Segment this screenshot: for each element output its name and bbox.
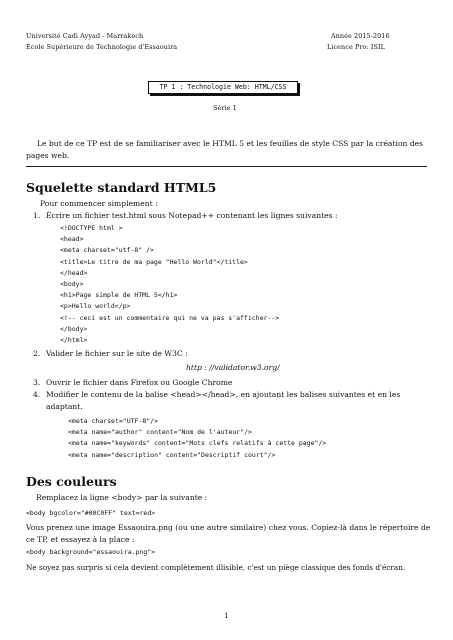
code-line: <p>Hello world</p> [60, 302, 131, 311]
code-line: <head> [60, 235, 84, 244]
tp-title-box: TP 1 : Technologie Web: HTML/CSS [148, 81, 298, 94]
list-number-2: 2. [33, 349, 41, 358]
academic-year: Année 2015-2016 [331, 32, 390, 40]
code-line: <body> [60, 280, 84, 289]
code-block-meta [68, 416, 326, 461]
horizontal-rule [26, 166, 427, 167]
validator-url: http : //validator.w3.org/ [186, 363, 280, 372]
university-name: Université Cadi Ayyad - Marrakech [26, 32, 144, 40]
section-heading-html5: Squelette standard HTML5 [26, 180, 217, 195]
section-heading-colors: Des couleurs [26, 474, 117, 489]
code-line: <meta name="description" content="Descriptif court"/> [68, 450, 276, 459]
code-block-html5 [60, 223, 279, 346]
code-body-background: <body background="essaouira.png"> [26, 548, 156, 556]
list-item-2: Valider le fichier sur le site de W3C : [46, 349, 188, 358]
code-line: </body> [60, 324, 88, 333]
list-item-3: Ouvrir le fichier dans Firefox ou Google Chrome [46, 378, 233, 387]
code-line: </html> [60, 336, 88, 345]
section2-paragraph-1: Vous prenez une image Essaouira.png (ou une autre similaire) chez vous. Copiez-là dans le répertoire de ce TP, et essayez à la place : [26, 523, 431, 544]
intro-paragraph: Le but de ce TP est de se familiariser avec le HTML 5 et les feuilles de style CSS par la création des pages web. [26, 139, 424, 160]
program-name: Licence Pro: ISIL [327, 43, 385, 51]
code-line: <meta charset="UTF-8"/> [68, 417, 159, 425]
section2-lead: Remplacez la ligne <body> par la suivante : [36, 493, 208, 502]
code-line: <title>Le titre de ma page "Hello World"</title> [60, 257, 248, 266]
list-number-3: 3. [33, 378, 41, 387]
code-line: <meta charset="utf-8" /> [60, 246, 154, 255]
list-number-1: 1. [33, 211, 41, 220]
school-name: École Supérieure de Technologie d'Essaouira [26, 43, 178, 51]
list-number-4: 4. [33, 390, 41, 399]
code-line: </head> [60, 268, 88, 277]
list-item-4: Modifier le contenu de la balise <head></head>, en ajoutant les balises suivantes et en les adaptant. [46, 390, 401, 411]
code-line: <!DOCTYPE html > [60, 224, 123, 232]
code-line: <meta name="author" content="Nom de l'auteur"/> [68, 428, 252, 437]
code-body-bgcolor: <body bgcolor="#00C0FF" text=red> [26, 509, 156, 517]
code-line: <!-- ceci est un commentaire qui ne va pas s'afficher--> [60, 313, 280, 322]
page-number: 1 [224, 611, 229, 620]
section2-paragraph-2: Ne soyez pas surpris si cela devient complètement illisible, c'est un piège classique des fonds d'écran. [26, 563, 406, 572]
serie-label: Série 1 [213, 104, 237, 112]
code-line: <h1>Page simple de HTML 5</h1> [60, 291, 178, 300]
section1-lead: Pour commencer simplement : [40, 199, 158, 208]
list-item-1: Écrire un fichier test.html sous Notepad++ contenant les lignes suivantes : [46, 211, 338, 220]
code-line: <meta name="keywords" content="Mots clefs relatifs à cette page"/> [68, 439, 327, 448]
